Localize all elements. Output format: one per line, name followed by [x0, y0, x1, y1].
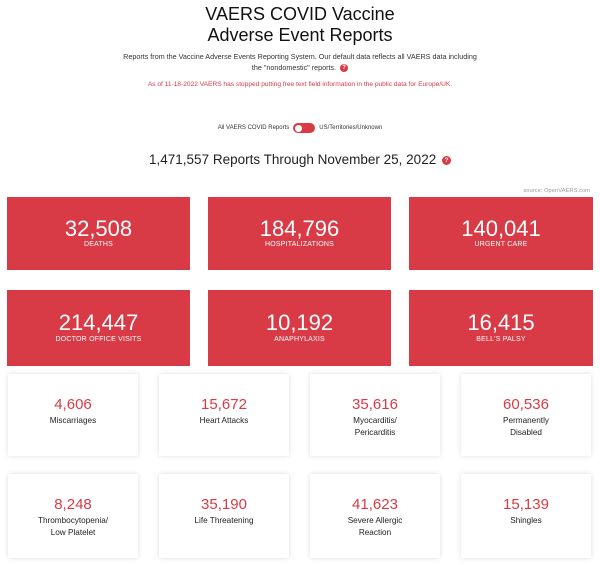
- stat-label: Shingles: [510, 516, 542, 525]
- stat-value: 35,616: [352, 396, 398, 413]
- stat-label: Miscarriages: [49, 416, 97, 425]
- stat-card-shingles: [461, 474, 591, 558]
- stat-value: 140,041: [461, 216, 541, 241]
- stat-value: 4,606: [54, 396, 92, 413]
- total-reports-text: 1,471,557 Reports Through November 25, 2022: [149, 152, 437, 167]
- stat-label: Myocarditis/ Pericarditis: [353, 416, 397, 437]
- stat-value: 35,190: [201, 496, 247, 513]
- help-icon[interactable]: ?: [340, 64, 348, 72]
- stat-card-myocarditis-pericarditis: [310, 374, 440, 456]
- stat-card-miscarriages: [8, 374, 138, 456]
- stat-card-life-threatening: [159, 474, 289, 558]
- help-icon[interactable]: ?: [442, 156, 451, 165]
- stat-card-hospitalizations: [208, 197, 391, 270]
- toggle-right-label: US/Territories/Unknown: [319, 125, 383, 131]
- stat-label: HOSPITALIZATIONS: [264, 241, 335, 248]
- stat-value: 214,447: [58, 310, 139, 335]
- intro-body: Reports from the Vaccine Adverse Events Reporting System. Our default data reflects all VAERS data including the "nondomestic" reports.: [123, 52, 477, 72]
- europe-uk-notice: As of 11-18-2022 VAERS has stopped putting free text field information in the public data for Europe/UK.: [147, 81, 453, 88]
- stat-value: 10,192: [265, 310, 334, 335]
- stat-value: 15,672: [201, 396, 247, 413]
- stat-card-deaths: [7, 197, 190, 270]
- source-credit: source: OpenVAERS.com: [523, 188, 590, 194]
- stat-label: ANAPHYLAXIS: [274, 336, 325, 343]
- stat-card-urgent-care: [409, 197, 593, 270]
- stat-label: Heart Attacks: [199, 416, 249, 425]
- stat-card-doctor-office-visits: [7, 290, 190, 366]
- stat-label: Thrombocytopenia/ Low Platelet: [37, 516, 109, 537]
- stat-card-heart-attacks: [159, 374, 289, 456]
- stat-card-severe-allergic-reaction: [310, 474, 440, 558]
- data-scope-toggle-row: [0, 123, 600, 133]
- stat-label: DEATHS: [83, 241, 114, 248]
- toggle-knob: [295, 125, 302, 132]
- page-title-line1: VAERS COVID Vaccine: [205, 4, 395, 24]
- data-scope-toggle[interactable]: [293, 123, 315, 133]
- stat-label: URGENT CARE: [474, 241, 528, 248]
- stat-label: Life Threatening: [194, 516, 254, 525]
- stat-label: Permanently Disabled: [503, 416, 549, 437]
- stat-card-permanently-disabled: [461, 374, 591, 456]
- stat-card-thrombocytopenia: [8, 474, 138, 558]
- stat-value: 184,796: [259, 216, 340, 241]
- intro-text: [120, 51, 480, 73]
- stat-label: DOCTOR OFFICE VISITS: [55, 336, 142, 343]
- stat-card-bells-palsy: [409, 290, 593, 366]
- stat-value: 32,508: [64, 216, 133, 241]
- stat-label: BELL'S PALSY: [476, 336, 526, 343]
- stat-value: 15,139: [503, 496, 549, 513]
- stat-card-anaphylaxis: [208, 290, 391, 366]
- stat-label: Severe Allergic Reaction: [347, 516, 403, 537]
- stat-value: 8,248: [54, 496, 92, 513]
- stat-value: 41,623: [352, 496, 398, 513]
- stat-value: 60,536: [503, 396, 549, 413]
- page-title-line2: Adverse Event Reports: [207, 25, 393, 45]
- stat-value: 16,415: [467, 310, 535, 335]
- total-reports-heading: [0, 152, 600, 167]
- toggle-left-label: All VAERS COVID Reports: [217, 125, 290, 131]
